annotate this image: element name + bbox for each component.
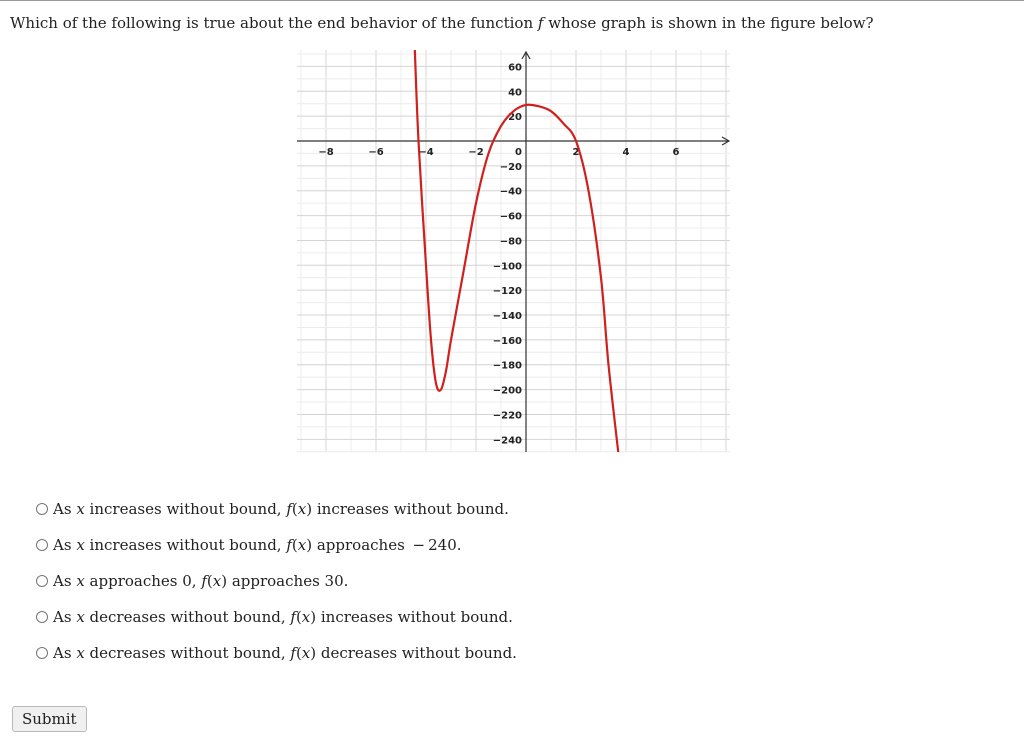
question-after: whose graph is shown in the figure below?	[543, 14, 874, 32]
radio-button[interactable]	[36, 647, 48, 659]
y-tick-label: −60	[499, 211, 522, 223]
question-before: Which of the following is true about the end behavior of the function	[10, 14, 538, 32]
y-tick-label: −180	[492, 360, 522, 372]
y-tick-label: −100	[492, 261, 522, 273]
y-tick-label: 0	[515, 147, 522, 158]
y-tick-label: −20	[499, 161, 522, 173]
radio-button[interactable]	[36, 575, 48, 587]
choice-4[interactable]	[36, 608, 517, 644]
y-tick-label: 40	[508, 87, 522, 99]
choice-label: As x increases without bound, f(x) approaches − 240.	[53, 536, 462, 554]
choice-label: As x increases without bound, f(x) increases without bound.	[53, 500, 509, 518]
y-tick-label: 20	[508, 112, 522, 124]
x-tick-label: 2	[572, 147, 580, 158]
radio-button[interactable]	[36, 611, 48, 623]
x-tick-label: 4	[622, 147, 630, 158]
graph-tick-labels	[318, 62, 679, 446]
choice-1[interactable]	[36, 500, 517, 536]
y-tick-label: −160	[492, 335, 522, 347]
choice-5[interactable]	[36, 644, 517, 680]
submit-button[interactable]: Submit	[12, 706, 87, 732]
x-tick-label: −6	[368, 147, 384, 158]
y-tick-label: 60	[508, 62, 522, 74]
radio-button[interactable]	[36, 539, 48, 551]
y-tick-label: −140	[492, 311, 522, 323]
y-tick-label: −120	[492, 286, 522, 298]
choice-label: As x decreases without bound, f(x) increases without bound.	[53, 608, 513, 626]
choice-2[interactable]	[36, 536, 517, 572]
y-tick-label: −80	[499, 236, 522, 248]
x-tick-label: −4	[418, 147, 434, 158]
choice-label: As x decreases without bound, f(x) decreases without bound.	[53, 644, 517, 662]
choice-3[interactable]	[36, 572, 517, 608]
y-tick-label: −40	[499, 186, 522, 198]
choice-label: As x approaches 0, f(x) approaches 30.	[53, 572, 349, 590]
question-function-name: f	[537, 14, 544, 32]
y-tick-label: −240	[492, 435, 522, 447]
y-tick-label: −220	[492, 410, 522, 422]
x-tick-label: −2	[468, 147, 484, 158]
answer-choices	[36, 500, 517, 680]
y-tick-label: −200	[492, 385, 522, 397]
x-tick-label: −8	[318, 147, 334, 158]
x-tick-label: 6	[672, 147, 680, 158]
radio-button[interactable]	[36, 503, 48, 515]
